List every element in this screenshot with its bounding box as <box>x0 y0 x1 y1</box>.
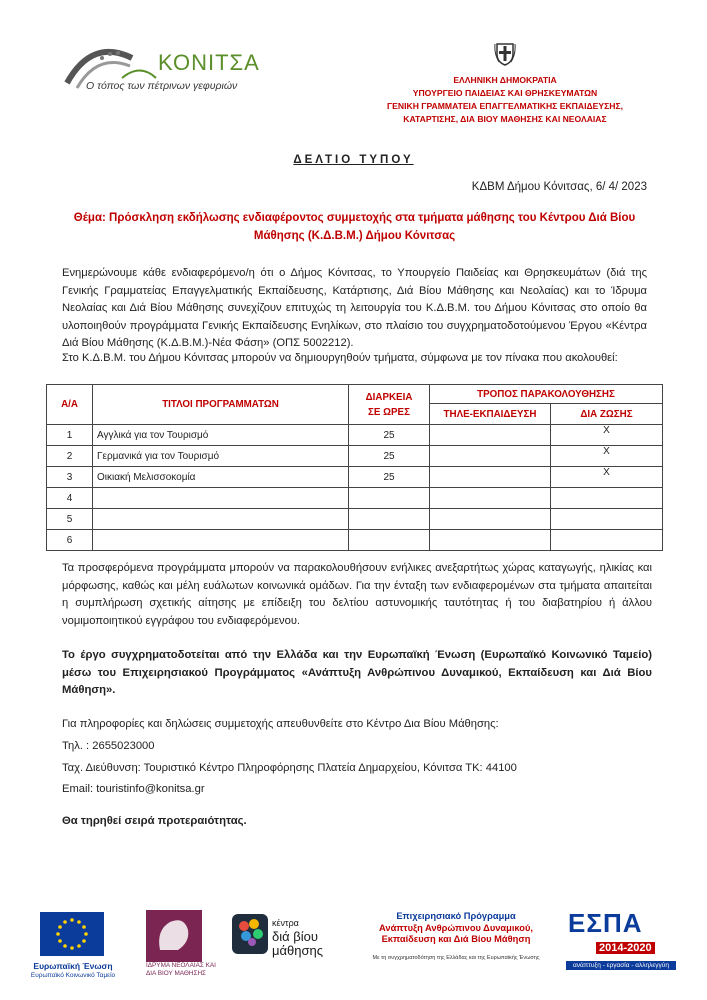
row-title: Οικιακή Μελισσοκομία <box>93 467 349 488</box>
contact-address: Ταχ. Διεύθυνση: Τουριστικό Κέντρο Πληροφόρησης Πλατεία Δημαρχείου, Κόνιτσα ΤΚ: 44100 <box>62 762 517 774</box>
greek-coat-of-arms-icon <box>494 40 516 66</box>
row-inperson <box>551 509 663 530</box>
row-remote <box>430 530 551 551</box>
ministry-line-1: ΕΛΛΗΝΙΚΗ ΔΗΜΟΚΡΑΤΙΑ <box>453 75 557 85</box>
ministry-header <box>380 74 630 126</box>
espa-logo-title: ΕΣΠΑ <box>568 908 643 938</box>
header-titles: ΤΙΤΛΟΙ ΠΡΟΓΡΑΜΜΑΤΩΝ <box>93 385 349 425</box>
contact-phone: Τηλ. : 2655023000 <box>62 740 155 752</box>
konitsa-brand-name: ΚΟΝΙΤΣΑ <box>158 50 260 75</box>
contact-intro: Για πληροφορίες και δηλώσεις συμμετοχής απευθυνθείτε στο Κέντρο Δια Βίου Μάθησης: <box>62 718 499 730</box>
contact-email: Email: touristinfo@konitsa.gr <box>62 783 205 795</box>
table-intro: Στο Κ.Δ.Β.Μ. του Δήμου Κόνιτσας μπορούν να δημιουργηθούν τμήματα, σύμφωνα με τον πίνακα που ακολουθεί: <box>62 352 618 364</box>
op-cofunding-note: Με τη συγχρηματοδότηση της Ελλάδας και της Ευρωπαϊκής Ένωσης <box>372 955 540 961</box>
row-remote <box>430 425 551 446</box>
row-inperson: Χ <box>551 467 663 488</box>
header-remote: ΤΗΛΕ-ΕΚΠΑΙΔΕΥΣΗ <box>430 404 551 425</box>
row-hours: 25 <box>349 425 430 446</box>
table-row <box>47 488 663 509</box>
row-hours: 25 <box>349 446 430 467</box>
espa-years: 2014-2020 <box>596 942 655 954</box>
subject-line: Θέμα: Πρόσκληση εκδήλωσης ενδιαφέροντος συμμετοχής στα τμήματα μάθησης του Κέντρου Διά Βίου Μάθησης (Κ.Δ.Β.Μ.) Δήμου Κόνιτσας <box>73 212 636 242</box>
op-title-line-3: Εκπαίδευση και Διά Βίου Μάθηση <box>381 934 531 944</box>
row-hours <box>349 509 430 530</box>
row-number: 1 <box>47 425 93 446</box>
row-number: 6 <box>47 530 93 551</box>
row-title <box>93 488 349 509</box>
row-number: 3 <box>47 467 93 488</box>
row-hours <box>349 530 430 551</box>
eligibility-paragraph: Τα προσφερόμενα προγράμματα μπορούν να παρακολουθήσουν ενήλικες ανεξαρτήτως χώρας καταγωγής, ηλικίας και μόρφωσης, καθώς και μέλη ευάλωτων κοινωνικά ομάδων. Για την ένταξη των ενδιαφερομένων στα τμήματα απαιτείται η συμπλήρωση σχετικής αίτησης με επίδειξη του δελτίου αστυνομικής ταυτότητας ή του διαβατηρίου ή άλλου νομιμοποιητικού εγγράφου του ενδιαφερόμενου. <box>62 562 652 627</box>
date-line: ΚΔΒΜ Δήμου Κόνιτσας, 6/ 4/ 2023 <box>471 181 647 193</box>
table-row <box>47 467 663 488</box>
row-inperson <box>551 488 663 509</box>
press-release-title: ΔΕΛΤΙΟ ΤΥΠΟΥ <box>293 154 414 166</box>
row-title: Γερμανικά για τον Τουρισμό <box>93 446 349 467</box>
table-row <box>47 425 663 446</box>
row-title <box>93 530 349 551</box>
header-aa: Α/Α <box>47 385 93 425</box>
table-row <box>47 509 663 530</box>
row-hours <box>349 488 430 509</box>
ministry-line-3: ΓΕΝΙΚΗ ΓΡΑΜΜΑΤΕΙΑ ΕΠΑΓΓΕΛΜΑΤΙΚΗΣ ΕΚΠΑΙΔΕΥΣΗΣ, <box>387 101 623 111</box>
eu-caption-main: Ευρωπαϊκή Ένωση <box>33 961 113 971</box>
operational-program-title <box>356 911 556 946</box>
header-mode: ΤΡΟΠΟΣ ΠΑΡΑΚΟΛΟΥΘΗΣΗΣ <box>430 385 663 404</box>
table-row <box>47 530 663 551</box>
kdvm-tree-logo <box>232 914 268 954</box>
row-remote <box>430 509 551 530</box>
funding-paragraph: Το έργο συγχρηματοδοτείται από την Ελλάδα και την Ευρωπαϊκή Ένωση (Ευρωπαϊκό Κοινωνικό Ταμείο) μέσω του Επιχειρησιακού Προγράμματος «Ανάπτυξη Ανθρώπινου Δυναμικού, Εκπαίδευση και Διά Βίου Μάθηση». <box>62 649 652 696</box>
header-inperson: ΔΙΑ ΖΩΣΗΣ <box>551 404 663 425</box>
row-title <box>93 509 349 530</box>
row-inperson: Χ <box>551 425 663 446</box>
row-remote <box>430 446 551 467</box>
row-hours: 25 <box>349 467 430 488</box>
konitsa-slogan: Ο τόπος των πέτρινων γεφυριών <box>86 80 238 92</box>
table-row <box>47 446 663 467</box>
eu-flag-logo <box>40 912 104 956</box>
row-number: 5 <box>47 509 93 530</box>
programs-table <box>46 384 663 551</box>
espa-tagline: ανάπτυξη - εργασία - αλληλεγγύη <box>566 961 676 970</box>
priority-note: Θα τηρηθεί σειρά προτεραιότητας. <box>62 815 247 827</box>
inedivim-logo <box>146 910 202 962</box>
kdvm-line-2: διά βίου <box>272 929 318 944</box>
row-title: Αγγλικά για τον Τουρισμό <box>93 425 349 446</box>
eu-caption <box>30 961 116 981</box>
op-title-line-1: Επιχειρησιακό Πρόγραμμα <box>396 911 516 921</box>
intro-paragraph: Ενημερώνουμε κάθε ενδιαφερόμενο/η ότι ο Δήμος Κόνιτσας, το Υπουργείο Παιδείας και Θρησκευμάτων (διά της Γενικής Γραμματείας Επαγγελματικής Εκπαίδευσης, Κατάρτισης, Διά Βίου Μάθησης και Νεολαίας) και το Ίδρυμα Νεολαίας και Διά Βίου Μάθησης συνεχίζουν επιτυχώς τη λειτουργία του Κ.Δ.Β.Μ. του Δήμου Κόνιτσας στο οποίο θα υλοποιηθούν προγράμματα Γενικής Εκπαίδευσης Ενηλίκων, στο πλαίσιο του συγχρηματοδοτούμενου Έργου «Κέντρα Διά Βίου Μάθησης (Κ.Δ.Β.Μ.)-Νέα Φάση» (ΟΠΣ 5002212). <box>62 267 647 350</box>
kdvm-line-1: κέντρα <box>272 918 299 928</box>
header-duration: ΔΙΑΡΚΕΙΑ ΣΕ ΩΡΕΣ <box>349 385 430 425</box>
kdvm-brand <box>272 916 323 958</box>
row-remote <box>430 488 551 509</box>
row-number: 2 <box>47 446 93 467</box>
row-inperson: Χ <box>551 446 663 467</box>
inedivim-name: ΙΔΡΥΜΑ ΝΕΟΛΑΙΑΣ ΚΑΙ ΔΙΑ ΒΙΟΥ ΜΑΘΗΣΗΣ <box>146 962 216 977</box>
op-title-line-2: Ανάπτυξη Ανθρώπινου Δυναμικού, <box>379 922 533 933</box>
row-number: 4 <box>47 488 93 509</box>
ministry-line-4: ΚΑΤΑΡΤΙΣΗΣ, ΔΙΑ ΒΙΟΥ ΜΑΘΗΣΗΣ ΚΑΙ ΝΕΟΛΑΙΑΣ <box>403 114 607 124</box>
row-inperson <box>551 530 663 551</box>
eu-caption-fund: Ευρωπαϊκό Κοινωνικό Ταμείο <box>30 972 116 979</box>
ministry-line-2: ΥΠΟΥΡΓΕΙΟ ΠΑΙΔΕΙΑΣ ΚΑΙ ΘΡΗΣΚΕΥΜΑΤΩΝ <box>412 88 598 98</box>
row-remote <box>430 467 551 488</box>
kdvm-line-3: μάθησης <box>272 943 323 958</box>
